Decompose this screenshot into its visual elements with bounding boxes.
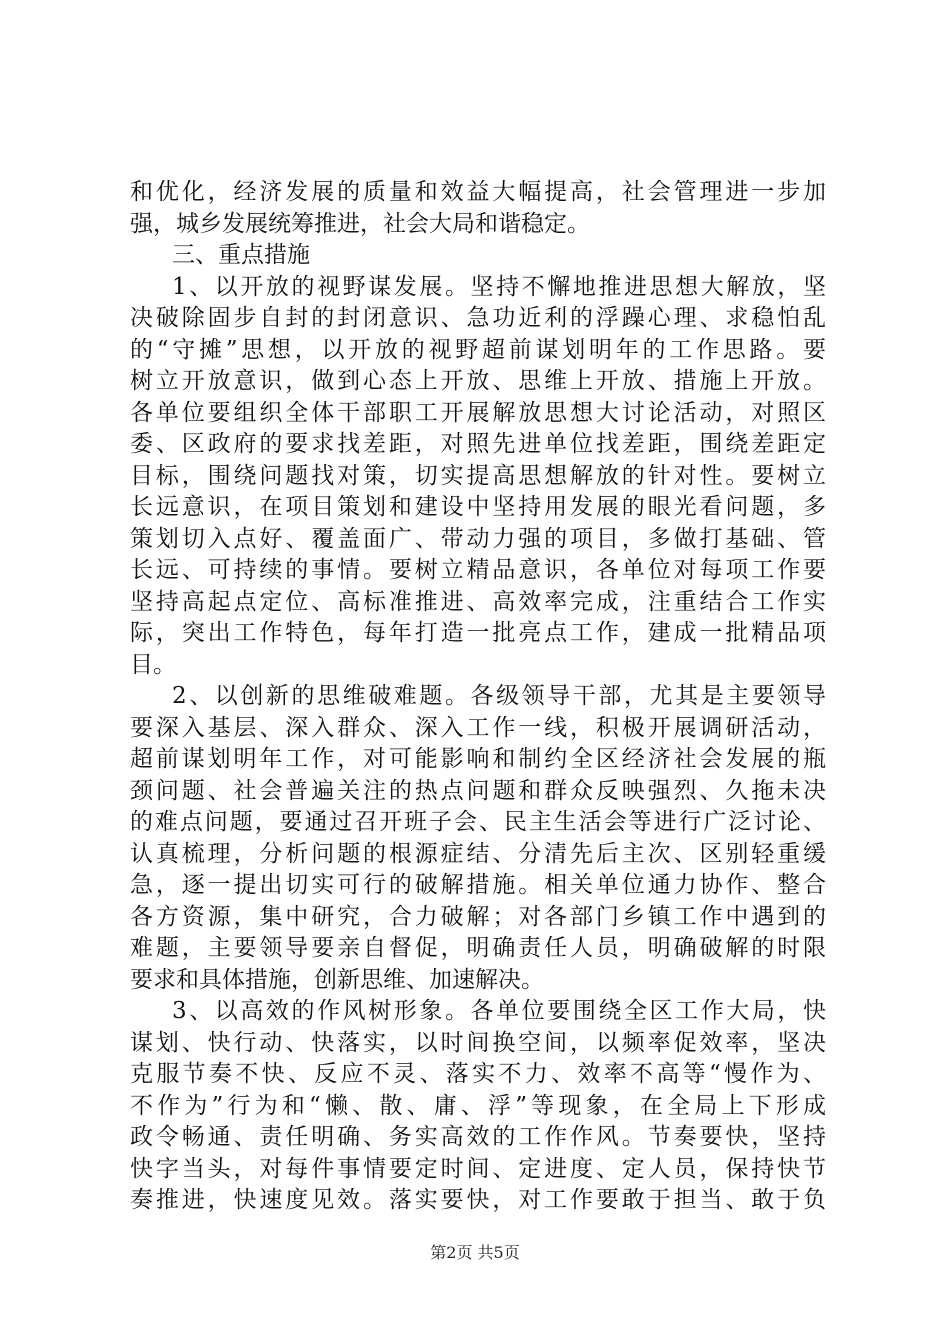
text-line: 不作为”行为和“懒、散、庸、浮”等现象，在全局上下形成 <box>130 1092 826 1119</box>
text-line: 超前谋划明年工作，对可能影响和制约全区经济社会发展的瓶 <box>130 746 826 772</box>
text-line: 决破除固步自封的封闭意识、急功近利的浮躁心理、求稳怕乱 <box>130 305 826 331</box>
text-line: 各单位要组织全体干部职工开展解放思想大讨论活动，对照区 <box>130 399 826 426</box>
text-line: 策划切入点好、覆盖面广、带动力强的项目，多做打基础、管 <box>130 525 826 552</box>
text-line: 急，逐一提出切实可行的破解措施。相关单位通力协作、整合 <box>130 872 826 898</box>
paragraph-start: 1、以开放的视野谋发展。坚持不懈地推进思想大解放，坚 <box>172 273 826 300</box>
text-line: 奏推进，快速度见效。落实要快，对工作要敢于担当、敢于负 <box>130 1187 826 1213</box>
text-line: 快字当头，对每件事情要定时间、定进度、定人员，保持快节 <box>130 1155 826 1182</box>
text-line: 目。 <box>130 651 176 678</box>
text-line: 颈问题、社会普遍关注的热点问题和群众反映强烈、久拖未决 <box>130 777 826 804</box>
text-line: 克服节奏不快、反应不灵、落实不力、效率不高等“慢作为、 <box>130 1061 826 1087</box>
text-line: 认真梳理，分析问题的根源症结、分清先后主次、区别轻重缓 <box>130 840 826 867</box>
text-line: 谋划、快行动、快落实，以时间换空间，以频率促效率，坚决 <box>130 1029 826 1056</box>
paragraph-start: 3、以高效的作风树形象。各单位要围绕全区工作大局，快 <box>172 998 826 1024</box>
text-line: 长远意识，在项目策划和建设中坚持用发展的眼光看问题，多 <box>130 494 826 520</box>
text-line: 目标，围绕问题找对策，切实提高思想解放的针对性。要树立 <box>130 462 826 489</box>
text-line: 要深入基层、深入群众、深入工作一线，积极开展调研活动， <box>130 714 826 741</box>
paragraph-start: 2、以创新的思维破难题。各级领导干部，尤其是主要领导 <box>172 683 826 709</box>
text-line: 各方资源，集中研究，合力破解；对各部门乡镇工作中遇到的 <box>130 903 826 930</box>
section-heading: 三、重点措施 <box>172 242 310 268</box>
text-line: 难题，主要领导要亲自督促，明确责任人员，明确破解的时限 <box>130 935 826 961</box>
page-footer: 第2页 共5页 <box>430 1243 520 1262</box>
text-line: 和优化，经济发展的质量和效益大幅提高，社会管理进一步加 <box>130 179 826 205</box>
text-line: 长远、可持续的事情。要树立精品意识，各单位对每项工作要 <box>130 557 826 583</box>
text-line: 际，突出工作特色，每年打造一批亮点工作，建成一批精品项 <box>130 620 826 646</box>
text-line: 政令畅通、责任明确、务实高效的工作作风。节奏要快，坚持 <box>130 1124 826 1150</box>
text-line: 的难点问题，要通过召开班子会、民主生活会等进行广泛讨论、 <box>130 809 826 835</box>
text-line: 委、区政府的要求找差距，对照先进单位找差距，围绕差距定 <box>130 431 826 457</box>
text-line: 树立开放意识，做到心态上开放、思维上开放、措施上开放。 <box>130 368 826 394</box>
text-line: 的“守摊”思想，以开放的视野超前谋划明年的工作思路。要 <box>130 336 826 363</box>
text-line: 坚持高起点定位、高标准推进、高效率完成，注重结合工作实 <box>130 588 826 615</box>
text-line: 强，城乡发展统筹推进，社会大局和谐稳定。 <box>130 210 590 237</box>
text-line: 要求和具体措施，创新思维、加速解决。 <box>130 966 544 993</box>
document-body <box>130 177 826 1217</box>
